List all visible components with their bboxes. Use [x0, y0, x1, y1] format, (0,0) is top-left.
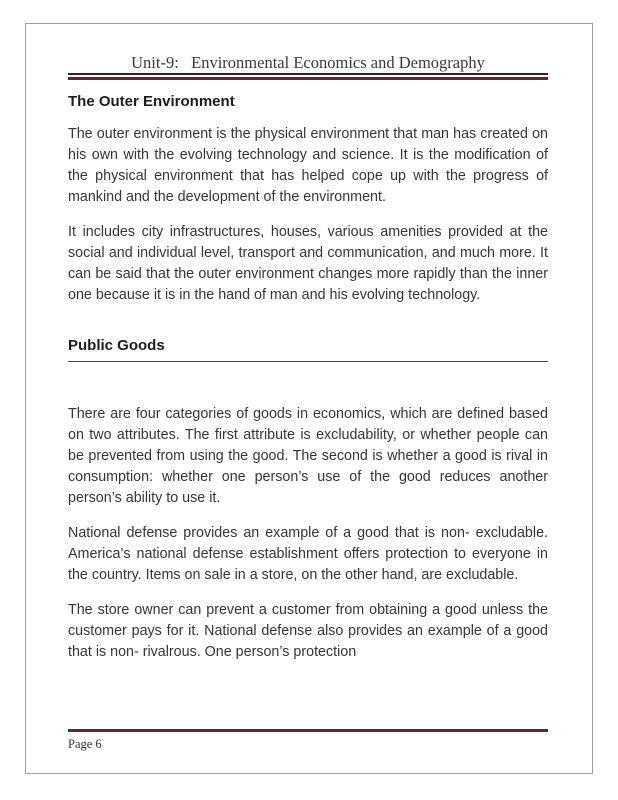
section-heading-public-goods: Public Goods [68, 337, 548, 362]
paragraph-public-goods-3: The store owner can prevent a customer from obtaining a good unless the customer pays for it. National defense also provides an example of a good that is non- rivalrous. One person’s protection [68, 602, 548, 660]
paragraph-public-goods-1: There are four categories of goods in economics, which are defined based on two attributes. The first attribute is excludability, or whether people can be prevented from using the good. The second is whether a good is rival in consumption: whether one person’s use of the good reduces another person’s ability to use it. [68, 406, 548, 506]
page-footer [68, 729, 548, 752]
paragraph-public-goods-2: National defense provides an example of a good that is non- excludable. America’s national defense establishment offers protection to everyone in the country. Items on sale in a store, on the other hand, are excludable. [68, 525, 548, 583]
paragraph-outer-environment-2: It includes city infrastructures, houses, various amenities provided at the social and individual level, transport and communication, and much more. It can be said that the outer environment changes more rapidly than the inner one because it is in the hand of man and his evolving technology. [68, 224, 548, 303]
section-heading-outer-environment: The Outer Environment [68, 93, 235, 110]
footer-rule [68, 729, 548, 732]
page-content [26, 53, 592, 663]
unit-title: Unit-9: Environmental Economics and Demography [131, 53, 485, 72]
paragraph-outer-environment-1: The outer environment is the physical environment that man has created on his own with the evolving technology and science. It is the modification of the physical environment that has helped cope up with the progress of mankind and the development of the environment. [68, 126, 548, 205]
page-number: Page 6 [68, 737, 102, 751]
document-page [25, 23, 593, 774]
title-double-rule [68, 73, 548, 80]
